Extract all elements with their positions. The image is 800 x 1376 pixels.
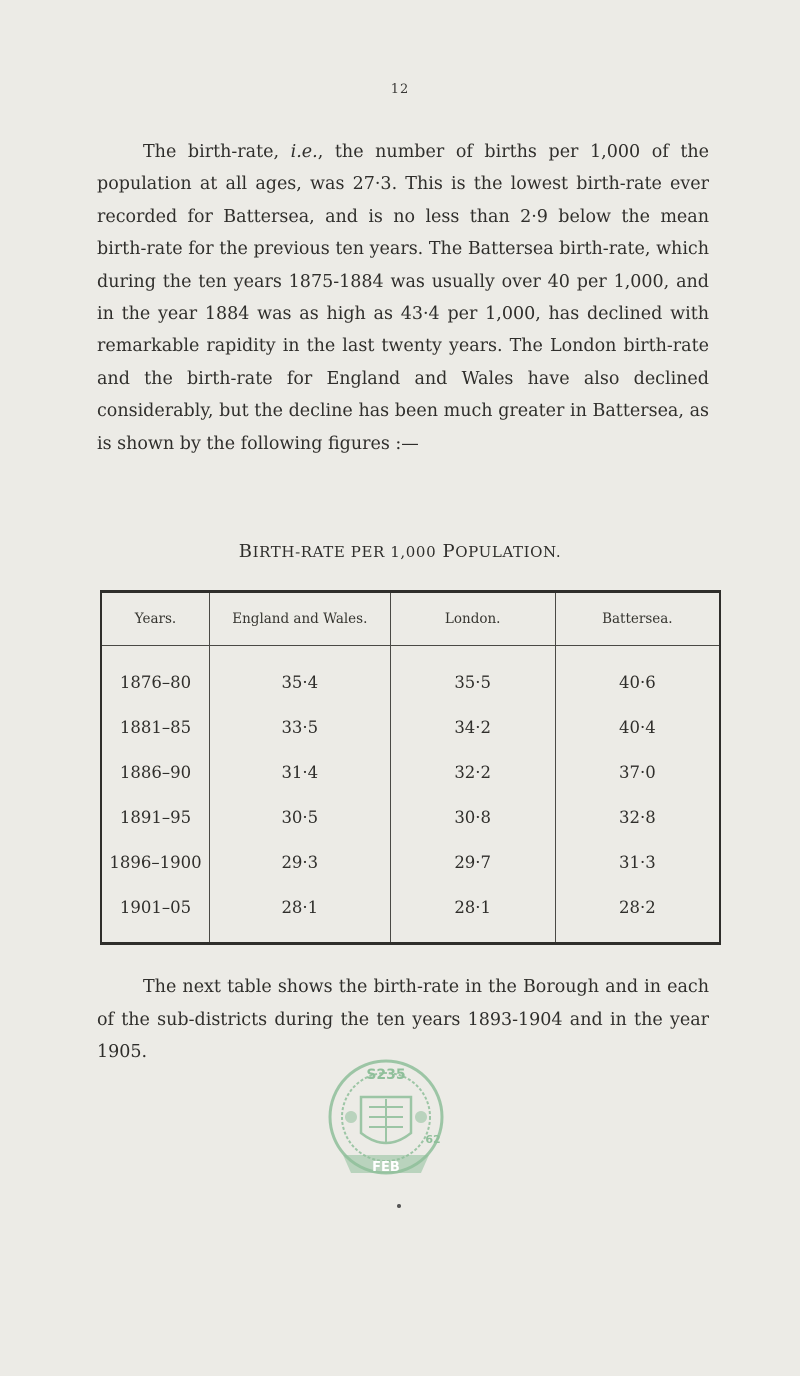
- cell-london: 32·2: [390, 750, 555, 795]
- cell-london: 34·2: [390, 705, 555, 750]
- table-title-initial-b: B: [238, 541, 253, 562]
- table-header-row: [101, 592, 720, 646]
- cell-battersea: 32·8: [555, 795, 720, 840]
- intro-text-rest: , the number of births per 1,000 of the population at all ages, was 27·3. This is the lowest birth-rate ever recorded for Battersea, and is no less than 2·9 below the mean birth-rate for the previous ten years. The Battersea birth-rate, which during the ten years 1875-1884 was usually over 40 per 1,000, and in the year 1884 was as high as 43·4 per 1,000, has declined with remarkable rapidity in the last twenty years. The London birth-rate and the birth-rate for England and Wales have also declined considerably, but the decline has been much greater in Battersea, as is shown by the following figures :—: [97, 142, 709, 454]
- table-title-number: 1,000: [390, 543, 437, 561]
- table-row: [101, 795, 720, 840]
- cell-battersea: 31·3: [555, 840, 720, 885]
- cell-england-wales: 29·3: [209, 840, 390, 885]
- birth-rate-table: [100, 590, 721, 945]
- table-row: [101, 705, 720, 750]
- cell-england-wales: 35·4: [209, 646, 390, 706]
- intro-text-ie: i.e.: [290, 142, 318, 162]
- stamp-bottom-text: FEB: [372, 1160, 400, 1175]
- cell-years: 1901–05: [119, 898, 192, 917]
- cell-england-wales: 31·4: [209, 750, 390, 795]
- table-title-initial-p: P: [436, 541, 456, 562]
- cell-years: 1876–80: [119, 673, 192, 692]
- stamp-top-text: S235: [366, 1067, 406, 1083]
- table-row: [101, 885, 720, 944]
- next-table-paragraph: The next table shows the birth-rate in the Borough and in each of the sub-districts during the ten years 1893-1904 and in the year 1905.: [97, 977, 709, 1063]
- header-england-wales: England and Wales.: [209, 592, 390, 646]
- cell-england-wales: 30·5: [209, 795, 390, 840]
- cell-years: 1891–95: [119, 808, 192, 827]
- page-mark-dot: [397, 1204, 401, 1208]
- library-stamp-icon: [321, 1055, 451, 1185]
- cell-london: 29·7: [390, 840, 555, 885]
- cell-battersea: 40·6: [555, 646, 720, 706]
- stamp-side-text: 62: [425, 1133, 441, 1146]
- table-row: [101, 750, 720, 795]
- cell-london: 35·5: [390, 646, 555, 706]
- intro-text-start: The birth-rate,: [143, 142, 291, 162]
- cell-england-wales: 28·1: [209, 885, 390, 944]
- table-title: [0, 541, 800, 562]
- cell-battersea: 28·2: [555, 885, 720, 944]
- header-london: London.: [390, 592, 555, 646]
- cell-battersea: 37·0: [555, 750, 720, 795]
- page-number: 12: [390, 82, 410, 97]
- cell-years: 1886–90: [119, 763, 192, 782]
- intro-paragraph: [97, 136, 709, 460]
- header-battersea: Battersea.: [555, 592, 720, 646]
- table-row: [101, 646, 720, 706]
- cell-london: 28·1: [390, 885, 555, 944]
- cell-battersea: 40·4: [555, 705, 720, 750]
- cell-london: 30·8: [390, 795, 555, 840]
- table-title-birth-rate-per: IRTH-RATE PER: [252, 543, 391, 561]
- table-row: [101, 840, 720, 885]
- cell-england-wales: 33·5: [209, 705, 390, 750]
- cell-years: 1881–85: [119, 718, 192, 737]
- cell-years: 1896–1900: [109, 853, 202, 872]
- table-title-population: OPULATION.: [455, 543, 562, 561]
- header-years: Years.: [101, 592, 209, 646]
